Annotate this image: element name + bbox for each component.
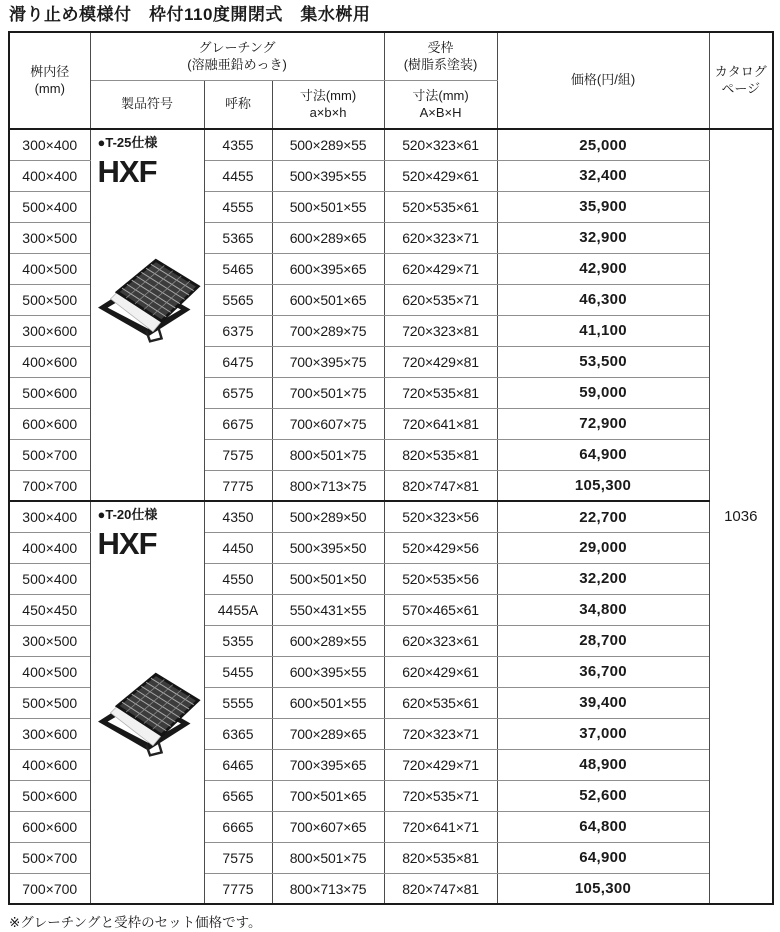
price-cell: 52,600 <box>497 780 709 811</box>
name-cell: 7575 <box>204 439 272 470</box>
grating-dim-cell: 700×395×75 <box>272 346 384 377</box>
name-cell: 4355 <box>204 129 272 160</box>
price-cell: 48,900 <box>497 749 709 780</box>
name-cell: 4450 <box>204 532 272 563</box>
price-cell: 34,800 <box>497 594 709 625</box>
header-catalog-page: カタログ ページ <box>709 32 773 129</box>
inner-size-cell: 500×600 <box>9 780 90 811</box>
inner-size-cell: 700×700 <box>9 470 90 501</box>
frame-dim-cell: 820×535×81 <box>384 439 497 470</box>
inner-size-cell: 300×600 <box>9 315 90 346</box>
grating-dim-cell: 700×395×65 <box>272 749 384 780</box>
name-cell: 6465 <box>204 749 272 780</box>
table-body <box>9 129 773 904</box>
product-code-cell <box>90 501 204 904</box>
frame-dim-cell: 720×641×81 <box>384 408 497 439</box>
table-header <box>9 32 773 129</box>
grating-dim-cell: 800×501×75 <box>272 439 384 470</box>
table-row <box>9 129 773 160</box>
frame-dim-cell: 520×535×61 <box>384 191 497 222</box>
price-cell: 72,900 <box>497 408 709 439</box>
grating-dim-cell: 600×289×55 <box>272 625 384 656</box>
grating-dim-cell: 800×713×75 <box>272 470 384 501</box>
price-cell: 36,700 <box>497 656 709 687</box>
frame-dim-cell: 620×535×71 <box>384 284 497 315</box>
name-cell: 6675 <box>204 408 272 439</box>
price-cell: 64,800 <box>497 811 709 842</box>
grating-product-image <box>98 246 204 346</box>
frame-dim-cell: 720×535×71 <box>384 780 497 811</box>
inner-size-cell: 700×700 <box>9 873 90 904</box>
catalog-page-cell: 1036 <box>709 129 773 904</box>
price-cell: 39,400 <box>497 687 709 718</box>
grating-dim-cell: 800×713×75 <box>272 873 384 904</box>
price-cell: 64,900 <box>497 439 709 470</box>
price-cell: 37,000 <box>497 718 709 749</box>
name-cell: 6565 <box>204 780 272 811</box>
grating-dim-cell: 600×395×65 <box>272 253 384 284</box>
inner-size-cell: 400×400 <box>9 532 90 563</box>
inner-size-cell: 500×400 <box>9 191 90 222</box>
price-cell: 32,400 <box>497 160 709 191</box>
price-cell: 42,900 <box>497 253 709 284</box>
grating-dim-cell: 700×289×65 <box>272 718 384 749</box>
name-cell: 5355 <box>204 625 272 656</box>
inner-size-cell: 500×400 <box>9 563 90 594</box>
name-cell: 4555 <box>204 191 272 222</box>
frame-dim-cell: 520×535×56 <box>384 563 497 594</box>
name-cell: 5555 <box>204 687 272 718</box>
spec-label: ●T-20仕様 <box>97 507 158 523</box>
name-cell: 7575 <box>204 842 272 873</box>
frame-dim-cell: 720×323×81 <box>384 315 497 346</box>
name-cell: 6665 <box>204 811 272 842</box>
table-row <box>9 501 773 532</box>
inner-size-cell: 500×700 <box>9 842 90 873</box>
frame-dim-cell: 570×465×61 <box>384 594 497 625</box>
frame-dim-cell: 620×429×71 <box>384 253 497 284</box>
grating-dim-cell: 550×431×55 <box>272 594 384 625</box>
frame-dim-cell: 520×429×56 <box>384 532 497 563</box>
price-cell: 105,300 <box>497 873 709 904</box>
inner-size-cell: 400×500 <box>9 253 90 284</box>
frame-dim-cell: 720×323×71 <box>384 718 497 749</box>
spec-label: ●T-25仕様 <box>97 135 158 151</box>
grating-dim-cell: 500×395×55 <box>272 160 384 191</box>
name-cell: 6365 <box>204 718 272 749</box>
price-cell: 22,700 <box>497 501 709 532</box>
inner-size-cell: 500×500 <box>9 284 90 315</box>
grating-dim-cell: 600×289×65 <box>272 222 384 253</box>
header-grating-dim: 寸法(mm) a×b×h <box>272 80 384 129</box>
inner-size-cell: 500×700 <box>9 439 90 470</box>
grating-dim-cell: 600×395×55 <box>272 656 384 687</box>
price-cell: 35,900 <box>497 191 709 222</box>
inner-size-cell: 450×450 <box>9 594 90 625</box>
name-cell: 4455A <box>204 594 272 625</box>
inner-size-cell: 400×400 <box>9 160 90 191</box>
name-cell: 5365 <box>204 222 272 253</box>
grating-dim-cell: 700×289×75 <box>272 315 384 346</box>
frame-dim-cell: 520×429×61 <box>384 160 497 191</box>
frame-dim-cell: 620×429×61 <box>384 656 497 687</box>
grating-dim-cell: 500×501×50 <box>272 563 384 594</box>
name-cell: 4550 <box>204 563 272 594</box>
header-name: 呼称 <box>204 80 272 129</box>
frame-dim-cell: 720×429×71 <box>384 749 497 780</box>
name-cell: 4455 <box>204 160 272 191</box>
grating-dim-cell: 700×501×65 <box>272 780 384 811</box>
inner-size-cell: 300×500 <box>9 625 90 656</box>
frame-dim-cell: 720×641×71 <box>384 811 497 842</box>
name-cell: 4350 <box>204 501 272 532</box>
grating-dim-cell: 500×501×55 <box>272 191 384 222</box>
header-grating-group: グレーチング (溶融亜鉛めっき) <box>90 32 384 80</box>
grating-dim-cell: 600×501×55 <box>272 687 384 718</box>
name-cell: 5465 <box>204 253 272 284</box>
grating-dim-cell: 800×501×75 <box>272 842 384 873</box>
price-cell: 105,300 <box>497 470 709 501</box>
product-code-cell <box>90 129 204 501</box>
frame-dim-cell: 820×747×81 <box>384 873 497 904</box>
name-cell: 6575 <box>204 377 272 408</box>
frame-dim-cell: 820×747×81 <box>384 470 497 501</box>
frame-dim-cell: 620×323×61 <box>384 625 497 656</box>
header-product-code: 製品符号 <box>90 80 204 129</box>
inner-size-cell: 300×600 <box>9 718 90 749</box>
grating-dim-cell: 700×501×75 <box>272 377 384 408</box>
inner-size-cell: 300×500 <box>9 222 90 253</box>
price-cell: 32,900 <box>497 222 709 253</box>
header-frame-dim: 寸法(mm) A×B×H <box>384 80 497 129</box>
frame-dim-cell: 620×323×71 <box>384 222 497 253</box>
inner-size-cell: 600×600 <box>9 811 90 842</box>
name-cell: 6375 <box>204 315 272 346</box>
grating-dim-cell: 600×501×65 <box>272 284 384 315</box>
frame-dim-cell: 720×535×81 <box>384 377 497 408</box>
inner-size-cell: 500×600 <box>9 377 90 408</box>
grating-dim-cell: 500×289×55 <box>272 129 384 160</box>
product-price-table <box>8 31 774 905</box>
name-cell: 5455 <box>204 656 272 687</box>
inner-size-cell: 400×600 <box>9 749 90 780</box>
price-cell: 41,100 <box>497 315 709 346</box>
grating-dim-cell: 700×607×65 <box>272 811 384 842</box>
grating-dim-cell: 700×607×75 <box>272 408 384 439</box>
price-cell: 25,000 <box>497 129 709 160</box>
price-cell: 53,500 <box>497 346 709 377</box>
frame-dim-cell: 720×429×81 <box>384 346 497 377</box>
price-cell: 32,200 <box>497 563 709 594</box>
header-inner-size: 桝内径 (mm) <box>9 32 90 129</box>
header-frame-group: 受枠 (樹脂系塗装) <box>384 32 497 80</box>
header-price: 価格(円/組) <box>497 32 709 129</box>
inner-size-cell: 300×400 <box>9 501 90 532</box>
footnote: ※グレーチングと受枠のセット価格です。 <box>9 915 262 931</box>
frame-dim-cell: 620×535×61 <box>384 687 497 718</box>
grating-dim-cell: 500×289×50 <box>272 501 384 532</box>
frame-dim-cell: 820×535×81 <box>384 842 497 873</box>
product-code: HXF <box>97 154 157 190</box>
price-cell: 29,000 <box>497 532 709 563</box>
inner-size-cell: 600×600 <box>9 408 90 439</box>
price-cell: 28,700 <box>497 625 709 656</box>
inner-size-cell: 500×500 <box>9 687 90 718</box>
grating-dim-cell: 500×395×50 <box>272 532 384 563</box>
price-cell: 64,900 <box>497 842 709 873</box>
inner-size-cell: 400×500 <box>9 656 90 687</box>
price-cell: 46,300 <box>497 284 709 315</box>
inner-size-cell: 300×400 <box>9 129 90 160</box>
inner-size-cell: 400×600 <box>9 346 90 377</box>
grating-product-image <box>98 660 204 760</box>
frame-dim-cell: 520×323×61 <box>384 129 497 160</box>
name-cell: 6475 <box>204 346 272 377</box>
page-title: 滑り止め模様付 枠付110度開閉式 集水桝用 <box>9 5 371 24</box>
price-cell: 59,000 <box>497 377 709 408</box>
name-cell: 5565 <box>204 284 272 315</box>
product-code: HXF <box>97 526 157 562</box>
frame-dim-cell: 520×323×56 <box>384 501 497 532</box>
name-cell: 7775 <box>204 873 272 904</box>
name-cell: 7775 <box>204 470 272 501</box>
